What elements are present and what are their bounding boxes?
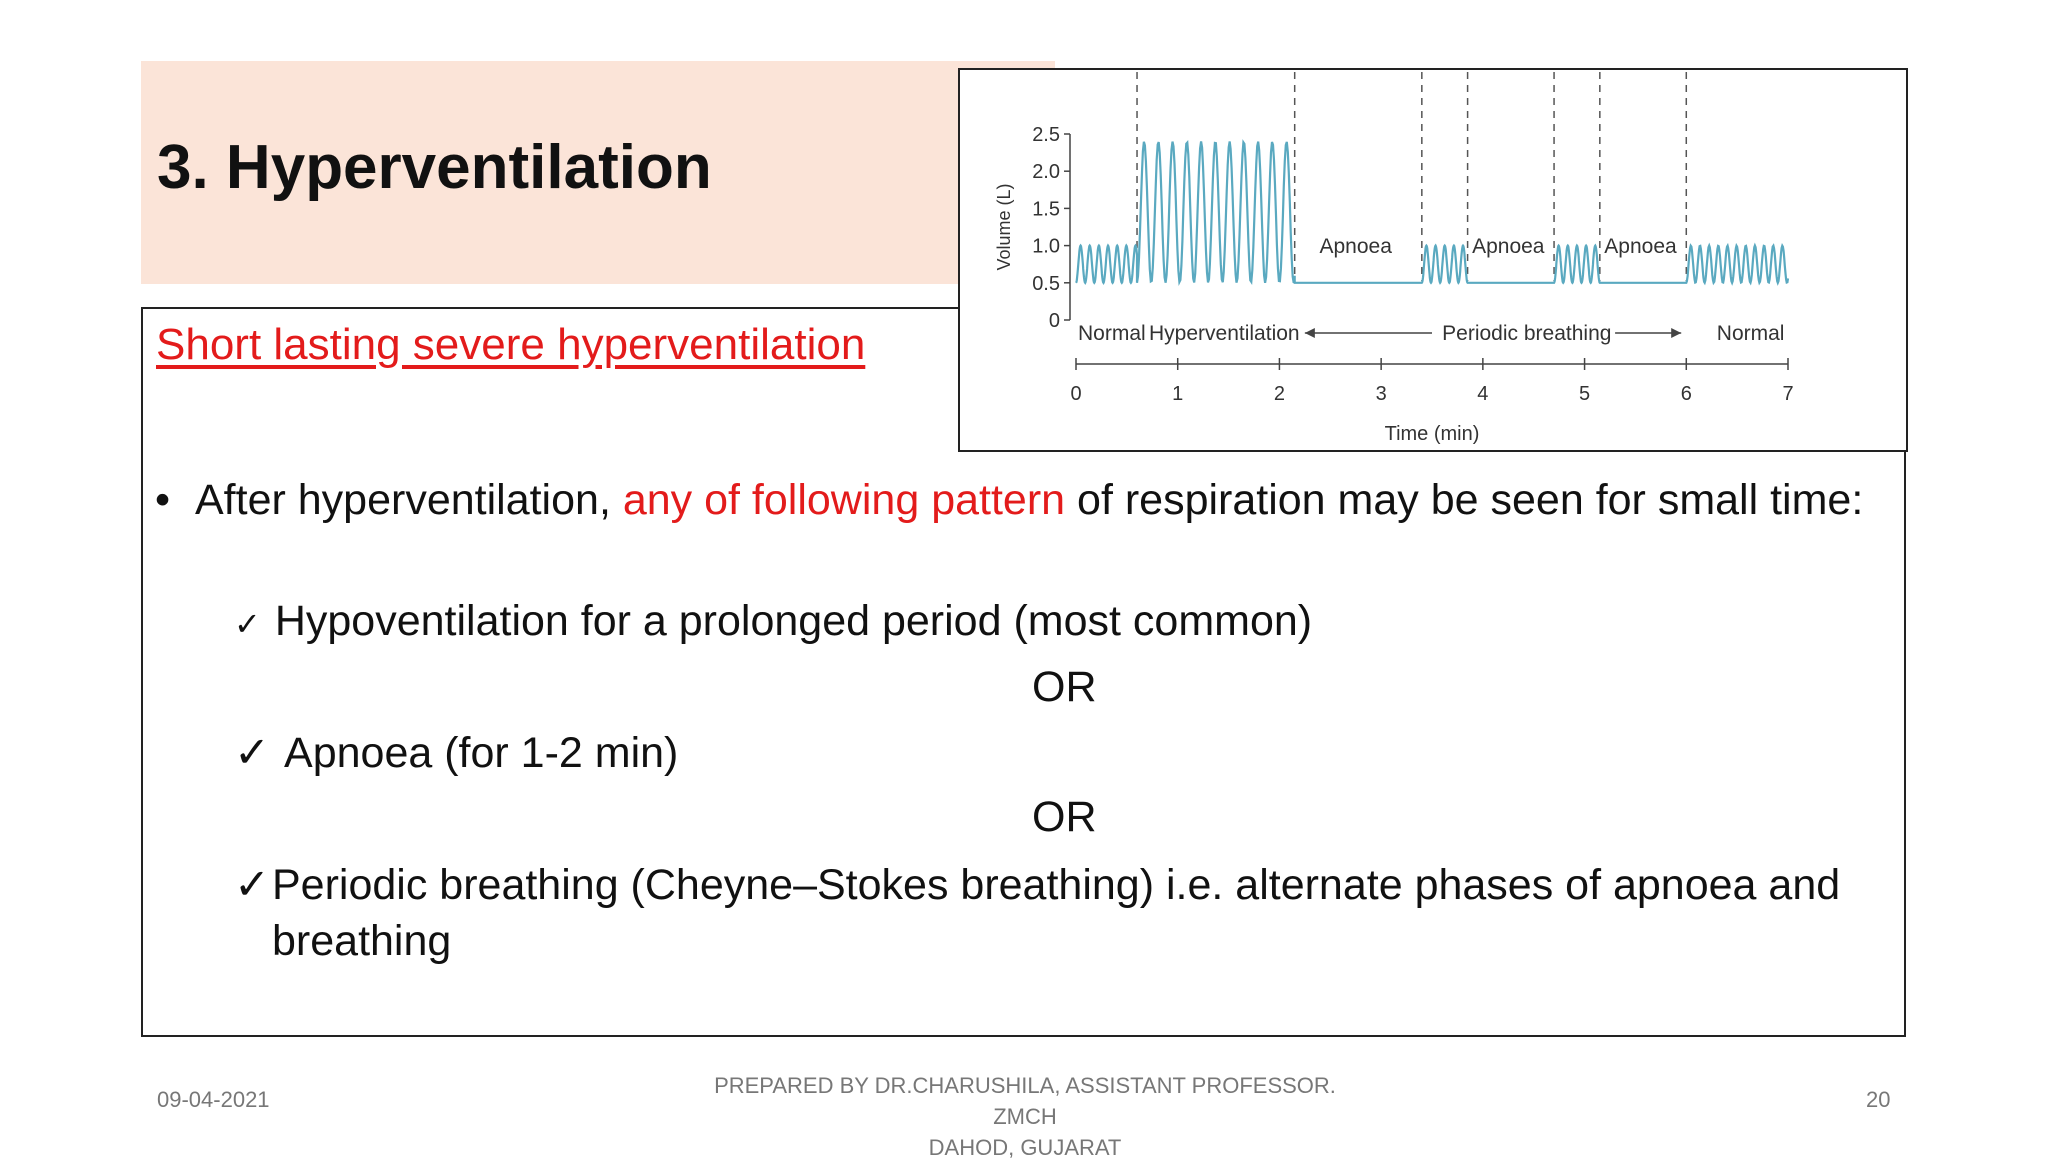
option-label: Periodic breathing (Cheyne–Stokes breathing) i.e. alternate phases of apnoea and breathing bbox=[272, 861, 1841, 965]
main-bullet bbox=[155, 472, 1875, 528]
apnoea-label: Apnoea bbox=[1472, 235, 1545, 259]
y-tick-label: 0 bbox=[1048, 310, 1060, 332]
apnoea-label: Apnoea bbox=[1319, 235, 1392, 259]
x-tick-label: 4 bbox=[1477, 383, 1489, 405]
phase-label-hyperventilation: Hyperventilation bbox=[1149, 322, 1300, 345]
x-axis-label: Time (min) bbox=[1384, 423, 1480, 445]
x-tick-label: 2 bbox=[1273, 383, 1285, 405]
or-label-2: OR bbox=[1032, 793, 1097, 841]
x-tick-label: 5 bbox=[1579, 383, 1591, 405]
bullet-text-b: of respiration may be seen for small time: bbox=[1065, 476, 1864, 524]
bullet-text-highlight: any of following pattern bbox=[622, 476, 1066, 524]
footer-credit-line2: DAHOD, GUJARAT bbox=[928, 1135, 1122, 1160]
y-tick-label: 0.5 bbox=[1032, 272, 1060, 295]
arrow-head bbox=[1305, 328, 1315, 338]
footer-date: 09-04-2021 bbox=[157, 1087, 270, 1112]
x-tick-label: 1 bbox=[1172, 383, 1184, 405]
footer-credit bbox=[700, 1070, 1350, 1163]
x-tick-label: 0 bbox=[1070, 383, 1082, 405]
phase-label-normal-end: Normal bbox=[1716, 322, 1785, 345]
bullet-dot: • bbox=[155, 476, 171, 524]
check-icon: ✓ bbox=[234, 729, 271, 777]
footer-credit-line1: PREPARED BY DR.CHARUSHILA, ASSISTANT PROFESSOR. ZMCH bbox=[714, 1073, 1336, 1129]
y-tick-label: 2.0 bbox=[1032, 161, 1060, 184]
or-label-1: OR bbox=[1032, 663, 1097, 711]
respiration-chart-svg bbox=[960, 70, 1906, 450]
apnoea-label: Apnoea bbox=[1604, 235, 1677, 259]
respiration-chart bbox=[958, 68, 1908, 452]
check-icon: ✓ bbox=[234, 861, 271, 909]
slide-title: 3. Hyperventilation bbox=[157, 133, 712, 202]
option-label: Apnoea (for 1-2 min) bbox=[284, 729, 679, 777]
phase-label-normal-start: Normal bbox=[1078, 322, 1146, 345]
option-hypoventilation bbox=[234, 593, 1312, 652]
y-tick-label: 1.0 bbox=[1032, 235, 1060, 258]
phase-label-periodic: Periodic breathing bbox=[1442, 322, 1612, 345]
footer-page-number: 20 bbox=[1866, 1087, 1891, 1112]
option-periodic bbox=[234, 857, 1894, 969]
option-label: Hypoventilation for a prolonged period (most common) bbox=[274, 597, 1313, 645]
y-tick-label: 1.5 bbox=[1032, 198, 1060, 221]
arrow-head bbox=[1671, 328, 1681, 338]
y-tick-label: 2.5 bbox=[1032, 124, 1060, 146]
x-tick-label: 7 bbox=[1782, 383, 1794, 405]
x-tick-label: 3 bbox=[1375, 383, 1387, 405]
slide-subtitle: Short lasting severe hyperventilation bbox=[156, 320, 866, 369]
y-axis-label: Volume (L) bbox=[994, 183, 1014, 271]
x-tick-label: 6 bbox=[1680, 383, 1692, 405]
volume-waveform-line bbox=[1076, 141, 1788, 282]
bullet-text-a: After hyperventilation, bbox=[195, 476, 623, 524]
bullet-text bbox=[195, 472, 1875, 528]
check-icon: ✓ bbox=[234, 606, 261, 642]
option-apnoea bbox=[234, 725, 678, 781]
